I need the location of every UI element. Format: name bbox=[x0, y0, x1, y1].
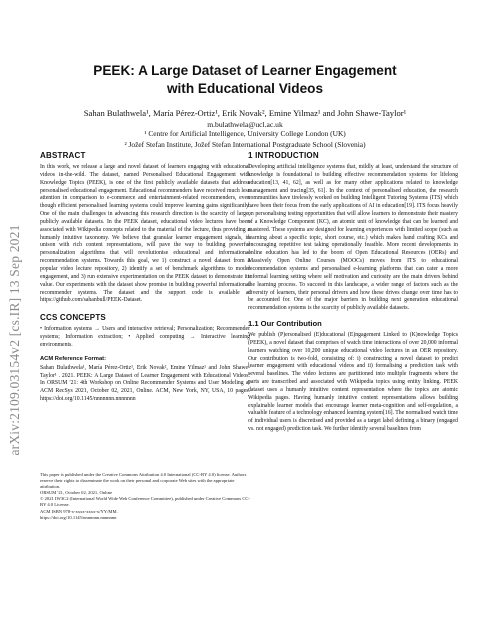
contribution-paragraph: We publish (P)ersonalised (E)ducational (E)ngagement Linked to (K)nowledge Topics (PEEK), a novel dataset that comprises of watch time interactions of over 20,000 informal learners watching over 10,200 unique educational video lectures in an OER repository. Our contribution is two-fold, consisting of: i) constructing a novel dataset to predict learner engagement with educational videos and ii) formalising a prediction task with several baselines. The video lectures are partitioned into multiple fragments where the parts are transcribed and associated with Wikipedia topics using entity linking. PEEK dataset uses a humanly intuitive content representation where the topics are atomic Wikipedia pages. Having humanly intuitive content representations allows building explainable learner models that encourage learner meta-cognition and self-regulation, a valuable feature of a technology enhanced learning system[16]. The normalised watch time of individual users is discretised and provided as a target label defining a binary (engaged vs. not engaged) prediction task. We further identify several baselines from bbox=[248, 332, 459, 433]
author-list: Sahan Bulathwela¹, María Pérez-Ortiz¹, Erik Novak², Emine Yilmaz¹ and John Shawe-Taylor¹ bbox=[83, 108, 407, 118]
acm-reference-text: Sahan Bulathwela¹, María Pérez-Ortiz¹, Erik Novak², Emine Yilmaz¹ and John Shawe-Taylor¹ . 2021. PEEK: A Large Dataset of Learner Engagement with Educational Videos. In ORSUM '21: 4th Workshop on Online Recommender Systems and User Modeling at ACM RecSys 2021, October 02, 2021, Online. ACM, New York, NY, USA, 10 pages. https://doi.org/10.1145/nnnnnnn.nnnnnnn bbox=[40, 364, 250, 403]
paper-title bbox=[40, 62, 450, 98]
introduction-heading: 1 INTRODUCTION bbox=[248, 151, 319, 160]
author-email: m.bulathwela@ucl.ac.uk bbox=[207, 120, 283, 129]
introduction-paragraph: Developing artificial intelligence systems that, mildly at least, understand the structure of knowledge is foundational to building effective recommendation systems for lifelong education[13, 41, 62], as well as for many other applications related to knowledge management and tracing[35, 61]. In the context of personalised education, the research communities have tirelessly worked on building Intelligent Tutoring Systems (ITS) which have been their focus from the early applications of AI in education[19]. ITS focus heavily on personalising testing opportunities that will allow learners to demonstrate their mastery of a Knowledge Component (KC), an atomic unit of knowledge that can be learned and mastered. These systems are designed for learning experiences with limited scope (such as learning about a specific topic, short course, etc.) which makes hand crafting KCs and encouraging repetitive test taking operationally feasible. More recent developments in online education has led to the boom of Open Educational Resources (OERs) and Massively Open Online Courses (MOOCs) moves from ITS to educational recommendation systems and personalised e-learning platforms that can cater a more informal learning setting where self motivation and curiosity are the main drivers behind the learning process. To succeed in this landscape, a wider range of factors such as the diversity of learners, their personal drivers and how these drives change over time has to be accounted for. One of the major barriers in building next generation educational recommendation systems is the scarcity of publicly available datasets. bbox=[248, 164, 458, 312]
footnote-isbn: ACM ISBN 978-x-xxxx-xxxx-x/YY/MM. bbox=[40, 508, 118, 514]
title-line-1: PEEK: A Large Dataset of Learner Engagement bbox=[93, 63, 397, 78]
license-footnote bbox=[40, 472, 250, 521]
footnote-license: This paper is published under the Creative Commons Attribution 4.0 International (CC-BY 4.0) license. Authors reserve their rights to disseminate the work on their personal and corporate Web sites with the appropriate attribution. bbox=[40, 472, 247, 490]
ccs-text: • Information systems → Users and interactive retrieval; Personalization; Recommender systems; Information extraction; • Applied computing → Interactive learning environments. bbox=[40, 326, 250, 348]
arxiv-stamp bbox=[6, 175, 24, 505]
arxiv-stamp-text: arXiv:2109.03154v2 [cs.IR] 13 Sep 2021 bbox=[7, 224, 22, 456]
left-column bbox=[40, 151, 250, 408]
affiliation-2: ² Jožef Stefan Institute, Jožef Stefan International Postgraduate School (Slovenia) bbox=[124, 139, 366, 149]
title-line-2: with Educational Videos bbox=[166, 81, 324, 96]
footnote-doi: https://doi.org/10.1145/nnnnnnn.nnnnnnn bbox=[40, 514, 117, 520]
footnote-venue: ORSUM '21, October 02, 2021, Online bbox=[40, 490, 113, 496]
contribution-heading: 1.1 Our Contribution bbox=[248, 319, 322, 329]
abstract-heading: ABSTRACT bbox=[40, 151, 86, 160]
right-column bbox=[248, 151, 458, 438]
author-block bbox=[40, 108, 450, 130]
footnote-copyright: © 2021 IW3C2 (International World Wide Web Conference Committee), published under Creative Commons CC-BY 4.0 License. bbox=[40, 496, 251, 508]
affiliation-1: ¹ Centre for Artificial Intelligence, University College London (UK) bbox=[144, 129, 346, 138]
affiliations bbox=[40, 129, 450, 150]
abstract-text: In this work, we release a large and novel dataset of learners engaging with educational videos in-the-wild. The dataset, named Personalised Educational Engagement with Knowledge Topics (PEEK), is one of the first publicly available datasets that address personalised educational engagement. Educational recommenders have received much less attention in comparison to e-commerce and entertainment-related recommenders, even though efficient personalised learning systems could improve learning gains significantly. One of the main challenges in advancing this research direction is the scarcity of large, publicly available datasets. In the PEEK dataset, educational video lectures have been associated with Wikipedia concepts related to the material of the lecture, thus providing a humanly intuitive taxonomy. We believe that granular learner engagement signals, in unison with rich content representations, will pave the way to building powerful personalization algorithms that will revolutionise educational and informational recommendation systems. Towards this goal, we 1) construct a novel dataset from a popular video lecture repository, 2) identify a set of benchmark algorithms to model engagement, and 3) run extensive experimentation on the PEEK dataset to demonstrate its value. Our experiments with the dataset show promise in building powerful informational recommender systems. The dataset and the support code is available at https://github.com/sahanbull/PEEK-Dataset. bbox=[40, 164, 250, 304]
acm-reference-heading: ACM Reference Format: bbox=[40, 355, 107, 362]
ccs-heading: CCS CONCEPTS bbox=[40, 313, 106, 323]
